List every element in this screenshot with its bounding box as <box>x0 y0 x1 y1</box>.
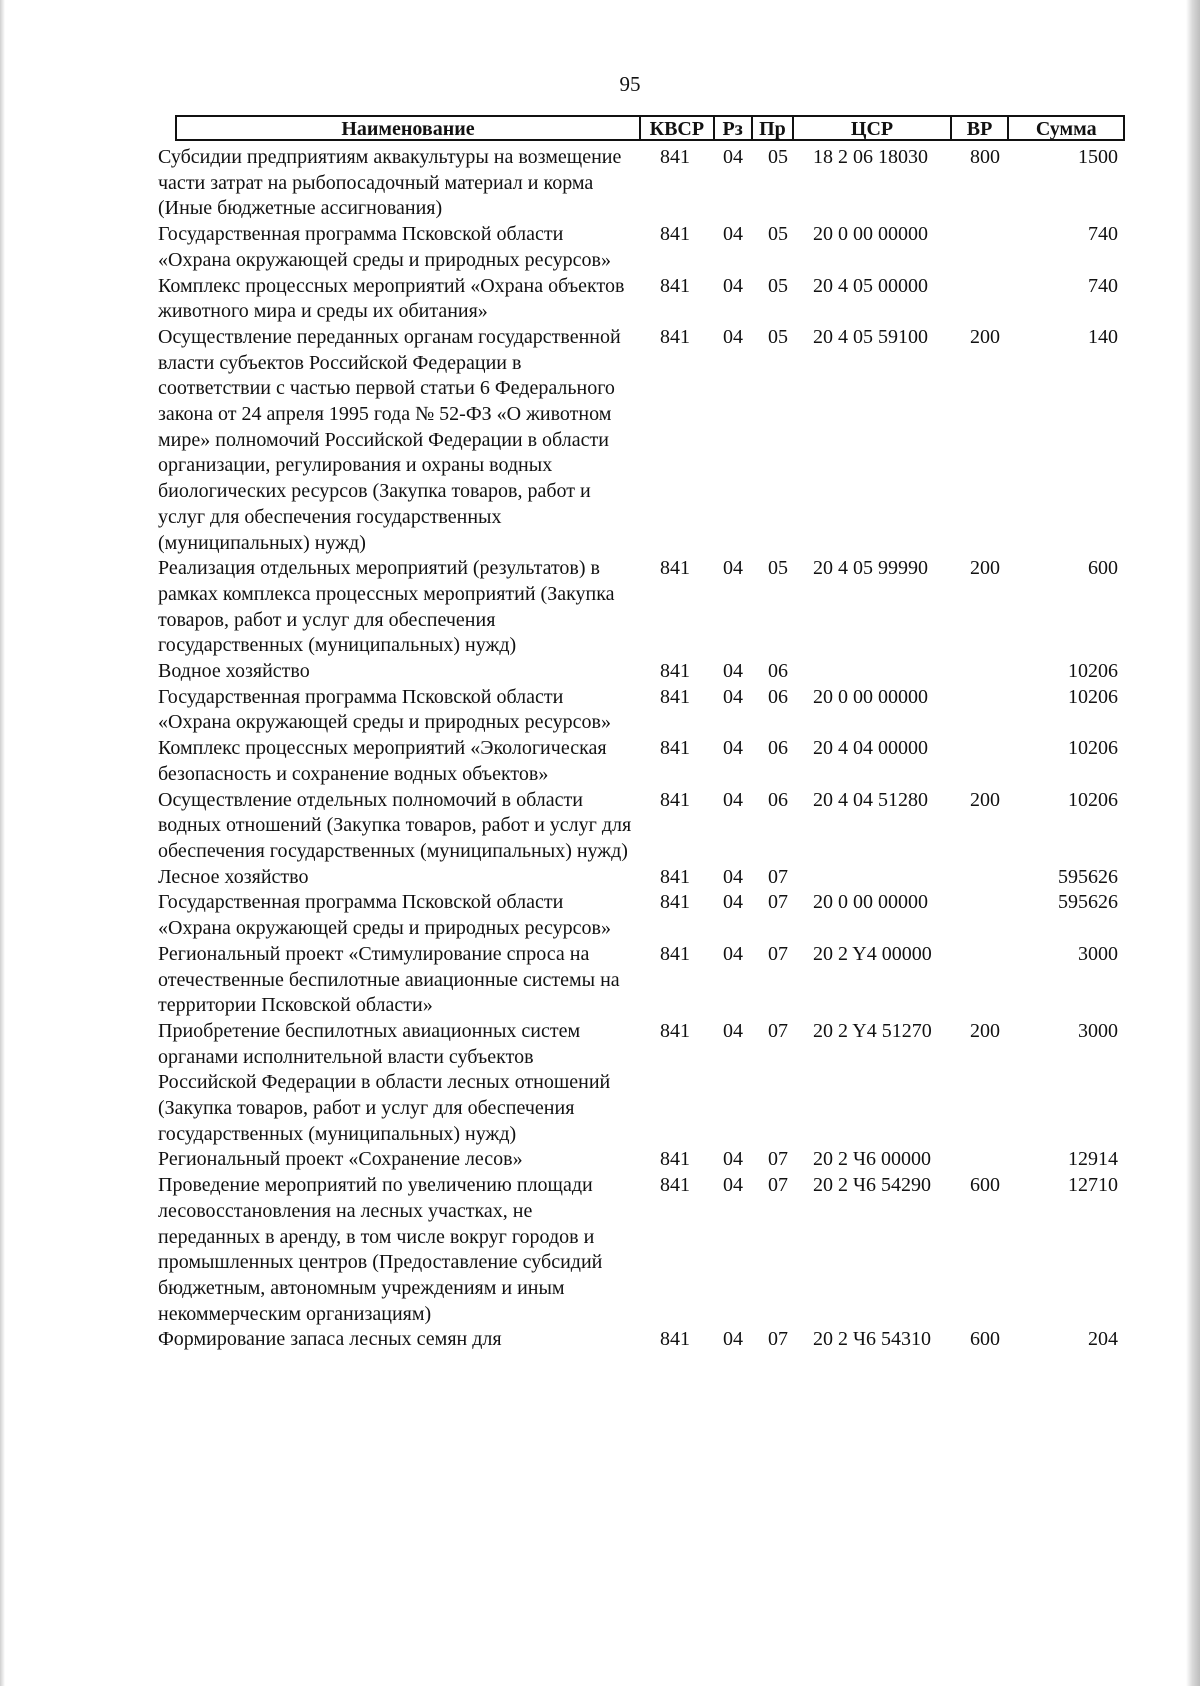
row-rz: 04 <box>723 788 743 811</box>
table-row <box>158 736 1118 787</box>
row-rz: 04 <box>723 223 743 246</box>
row-csr: 20 2 Ч6 00000 <box>813 1148 931 1171</box>
table-row <box>158 685 1118 736</box>
row-sum: 740 <box>1088 274 1118 297</box>
row-kvsr: 841 <box>660 891 690 914</box>
table-row <box>158 1147 1118 1173</box>
row-kvsr: 841 <box>660 1174 690 1197</box>
row-vr: 600 <box>970 1328 1000 1351</box>
row-name: Субсидии предприятиям аквакультуры на возмещение части затрат на рыбопосадочный материал и корма (Иные бюджетные ассигнования) <box>158 146 622 220</box>
row-rz: 04 <box>723 891 743 914</box>
table-row <box>158 1019 1118 1148</box>
table-header <box>175 115 1125 141</box>
header-name: Наименование <box>177 117 641 139</box>
row-name: Осуществление переданных органам государственной власти субъектов Российской Федерации в соответствии с частью первой статьи 6 Федерального закона от 24 апреля 1995 года № 52-ФЗ «О животном мире» полномочий Российской Федерации в области организации, регулирования и охраны водных биологических ресурсов (Закупка товаров, работ и услуг для обеспечения государственных (муниципальных) нужд) <box>158 325 621 554</box>
row-sum: 204 <box>1088 1328 1118 1351</box>
row-vr: 200 <box>970 325 1000 348</box>
table-row <box>158 556 1118 659</box>
row-kvsr: 841 <box>660 1019 690 1042</box>
row-kvsr: 841 <box>660 788 690 811</box>
table-row <box>158 942 1118 1019</box>
row-rz: 04 <box>723 660 743 683</box>
row-sum: 10206 <box>1068 737 1118 760</box>
header-vr: ВР <box>952 117 1010 139</box>
page-number: 95 <box>619 72 641 96</box>
row-pr: 05 <box>768 223 788 246</box>
row-kvsr: 841 <box>660 660 690 683</box>
row-pr: 05 <box>768 146 788 168</box>
row-rz: 04 <box>723 1019 743 1042</box>
header-sum: Сумма <box>1035 118 1097 140</box>
row-csr: 20 2 Ч6 54290 <box>813 1174 931 1197</box>
row-pr: 06 <box>768 660 788 683</box>
row-name: Государственная программа Псковской области «Охрана окружающей среды и природных ресурсов» <box>158 685 611 734</box>
table-row <box>158 274 1118 325</box>
row-rz: 04 <box>723 325 743 348</box>
row-kvsr: 841 <box>660 865 690 888</box>
row-pr: 05 <box>768 274 788 297</box>
row-name: Государственная программа Псковской области «Охрана окружающей среды и природных ресурсов» <box>158 891 611 940</box>
row-kvsr: 841 <box>660 685 690 708</box>
row-vr: 200 <box>970 788 1000 811</box>
row-name: Приобретение беспилотных авиационных систем органами исполнительной власти субъектов Российской Федерации в области лесных отношений (Закупка товаров, работ и услуг для обеспечения государственных (муниципальных) нужд) <box>158 1019 611 1145</box>
row-kvsr: 841 <box>660 942 690 965</box>
table-row <box>158 1173 1118 1327</box>
table-row <box>158 325 1118 556</box>
scan-edge-right <box>1186 0 1200 1686</box>
row-csr: 20 0 00 00000 <box>813 223 928 246</box>
row-name: Осуществление отдельных полномочий в области водных отношений (Закупка товаров, работ и услуг для обеспечения государственных (муниципальных) нужд) <box>158 788 632 862</box>
row-csr: 20 0 00 00000 <box>813 891 928 914</box>
row-sum: 3000 <box>1078 942 1118 965</box>
row-csr: 20 2 Y4 00000 <box>813 942 932 965</box>
row-csr: 18 2 06 18030 <box>813 146 928 168</box>
row-vr: 200 <box>970 557 1000 580</box>
row-kvsr: 841 <box>660 325 690 348</box>
row-pr: 06 <box>768 685 788 708</box>
row-csr: 20 2 Y4 51270 <box>813 1019 932 1042</box>
table-row <box>158 865 1118 891</box>
row-sum: 10206 <box>1068 685 1118 708</box>
row-pr: 05 <box>768 557 788 580</box>
row-rz: 04 <box>723 1174 743 1197</box>
row-pr: 07 <box>768 1019 788 1042</box>
row-name: Комплекс процессных мероприятий «Охрана объектов животного мира и среды их обитания» <box>158 274 625 323</box>
row-vr: 600 <box>970 1174 1000 1197</box>
row-rz: 04 <box>723 1148 743 1171</box>
row-sum: 740 <box>1088 223 1118 246</box>
row-rz: 04 <box>723 685 743 708</box>
row-sum: 600 <box>1088 557 1118 580</box>
row-name: Региональный проект «Сохранение лесов» <box>158 1148 523 1171</box>
table-body <box>158 145 1118 1353</box>
row-pr: 07 <box>768 1328 788 1351</box>
row-pr: 07 <box>768 891 788 914</box>
header-kvsr: КВСР <box>641 117 715 139</box>
row-rz: 04 <box>723 942 743 965</box>
row-csr: 20 2 Ч6 54310 <box>813 1328 931 1351</box>
row-csr: 20 4 05 99990 <box>813 557 928 580</box>
table-row <box>158 222 1118 273</box>
header-rz: Рз <box>715 117 753 139</box>
row-kvsr: 841 <box>660 737 690 760</box>
table-row <box>158 145 1118 222</box>
row-rz: 04 <box>723 1328 743 1351</box>
row-name: Региональный проект «Стимулирование спроса на отечественные беспилотные авиационные системы на территории Псковской области» <box>158 942 620 1017</box>
row-name: Проведение мероприятий по увеличению площади лесовосстановления на лесных участках, не переданных в аренду, в том числе вокруг городов и промышленных центров (Предоставление субсидий бюджетным, автономным учреждениям и иным некоммерческим организациям) <box>158 1174 603 1325</box>
row-kvsr: 841 <box>660 146 690 168</box>
row-pr: 05 <box>768 325 788 348</box>
row-name: Комплекс процессных мероприятий «Экологическая безопасность и сохранение водных объектов» <box>158 737 607 785</box>
row-csr: 20 0 00 00000 <box>813 685 928 708</box>
table-row <box>158 1327 1118 1353</box>
row-sum: 1500 <box>1078 146 1118 168</box>
row-kvsr: 841 <box>660 274 690 297</box>
row-pr: 06 <box>768 737 788 760</box>
table-row <box>158 890 1118 941</box>
row-name: Формирование запаса лесных семян для <box>158 1328 502 1351</box>
header-pr: Пр <box>753 117 795 139</box>
row-csr: 20 4 04 00000 <box>813 737 928 760</box>
row-pr: 06 <box>768 788 788 811</box>
row-kvsr: 841 <box>660 1148 690 1171</box>
row-sum: 595626 <box>1058 891 1118 914</box>
row-pr: 07 <box>768 1148 788 1171</box>
row-kvsr: 841 <box>660 1328 690 1351</box>
row-csr: 20 4 05 00000 <box>813 274 928 297</box>
row-kvsr: 841 <box>660 557 690 580</box>
row-name: Государственная программа Псковской области «Охрана окружающей среды и природных ресурсов» <box>158 223 611 271</box>
row-rz: 04 <box>723 737 743 760</box>
row-rz: 04 <box>723 274 743 297</box>
row-sum: 595626 <box>1058 865 1118 888</box>
row-pr: 07 <box>768 942 788 965</box>
scan-edge-left <box>0 0 5 1686</box>
table-row <box>158 659 1118 685</box>
row-sum: 12710 <box>1068 1174 1118 1197</box>
row-csr: 20 4 05 59100 <box>813 325 928 348</box>
row-rz: 04 <box>723 865 743 888</box>
row-sum: 140 <box>1088 325 1118 348</box>
row-vr: 800 <box>970 146 1000 168</box>
row-sum: 10206 <box>1068 788 1118 811</box>
table-row <box>158 788 1118 865</box>
row-sum: 10206 <box>1068 660 1118 683</box>
row-sum: 3000 <box>1078 1019 1118 1042</box>
row-name: Лесное хозяйство <box>158 865 309 888</box>
row-rz: 04 <box>723 146 743 168</box>
row-kvsr: 841 <box>660 223 690 246</box>
row-pr: 07 <box>768 865 788 888</box>
row-rz: 04 <box>723 557 743 580</box>
row-pr: 07 <box>768 1174 788 1197</box>
row-name: Водное хозяйство <box>158 660 310 683</box>
header-csr: ЦСР <box>794 117 951 139</box>
row-vr: 200 <box>970 1019 1000 1042</box>
row-sum: 12914 <box>1068 1148 1118 1171</box>
row-name: Реализация отдельных мероприятий (результатов) в рамках комплекса процессных мероприятий (Закупка товаров, работ и услуг для обеспечения государственных (муниципальных) нужд) <box>158 557 615 657</box>
row-csr: 20 4 04 51280 <box>813 788 928 811</box>
